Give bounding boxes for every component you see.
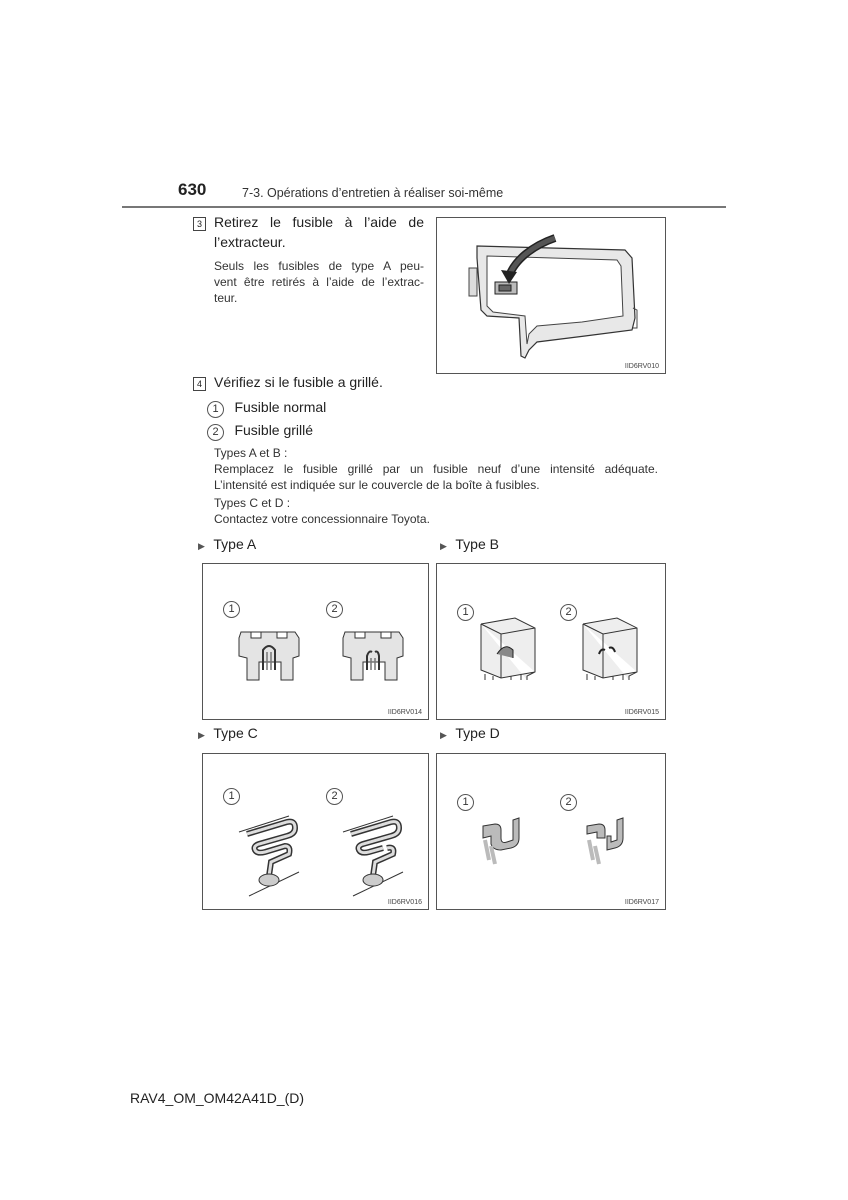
- step-3-line2: l’extracteur.: [214, 234, 286, 250]
- figure-code: IID6RV016: [387, 899, 422, 906]
- type-d-figure: [436, 753, 666, 910]
- circled-1-icon: 1: [223, 601, 240, 618]
- type-a-heading: ▶ Type A: [198, 536, 257, 552]
- figure-code: IID6RV015: [624, 709, 659, 716]
- circled-2-icon: 2: [326, 788, 343, 805]
- figure-code: IID6RV017: [624, 899, 659, 906]
- section-title: 7-3. Opérations d’entretien à réaliser soi-même: [242, 186, 504, 200]
- item-blown-label: Fusible grillé: [234, 422, 314, 438]
- circled-2-icon: 2: [207, 424, 224, 441]
- figure-code: IID6RV010: [624, 363, 659, 370]
- circled-2-icon: 2: [560, 604, 577, 621]
- fuse-box-figure: [436, 217, 666, 374]
- step-3-marker: 3: [193, 217, 206, 231]
- step-3-note: Seuls les fusibles de type A peu- vent être retirés à l’aide de l’extrac- teur.: [214, 259, 424, 305]
- type-d-heading: ▶ Type D: [440, 725, 500, 741]
- item-normal-label: Fusible normal: [234, 399, 327, 415]
- fuse-box-illustration: [437, 218, 665, 373]
- type-b-fuses-illustration: [437, 564, 665, 719]
- circled-2-icon: 2: [326, 601, 343, 618]
- triangle-bullet-icon: ▶: [440, 730, 447, 740]
- type-a-fuses-illustration: [203, 564, 428, 719]
- circled-1-icon: 1: [457, 604, 474, 621]
- type-d-fuses-illustration: [437, 754, 665, 909]
- circled-2-icon: 2: [560, 794, 577, 811]
- step-3-line1: Retirez le fusible à l’aide de: [214, 214, 424, 230]
- document-code-footer: RAV4_OM_OM42A41D_(D): [130, 1090, 305, 1106]
- type-c-heading: ▶ Type C: [198, 725, 258, 741]
- step-4-notes: Types A et B : Remplacez le fusible grillé par un fusible neuf d’une intensité adéquate. L’intensité est indiquée sur le couvercle de la boîte à fusibles. Types C et D : Contactez votre concessionnaire Toyota.: [214, 446, 658, 526]
- type-c-figure: [202, 753, 429, 910]
- header-divider: [122, 206, 726, 208]
- circled-1-icon: 1: [223, 788, 240, 805]
- step-4-text: Vérifiez si le fusible a grillé.: [214, 374, 383, 390]
- type-b-heading: ▶ Type B: [440, 536, 499, 552]
- item-normal: [207, 399, 326, 418]
- triangle-bullet-icon: ▶: [198, 541, 205, 551]
- type-b-figure: [436, 563, 666, 720]
- page-number: 630: [178, 180, 207, 199]
- circled-1-icon: 1: [457, 794, 474, 811]
- step-4-marker: 4: [193, 377, 206, 391]
- triangle-bullet-icon: ▶: [198, 730, 205, 740]
- triangle-bullet-icon: ▶: [440, 541, 447, 551]
- item-blown: [207, 422, 313, 441]
- circled-1-icon: 1: [207, 401, 224, 418]
- type-c-fuses-illustration: [203, 754, 428, 909]
- figure-code: IID6RV014: [387, 709, 422, 716]
- type-a-figure: [202, 563, 429, 720]
